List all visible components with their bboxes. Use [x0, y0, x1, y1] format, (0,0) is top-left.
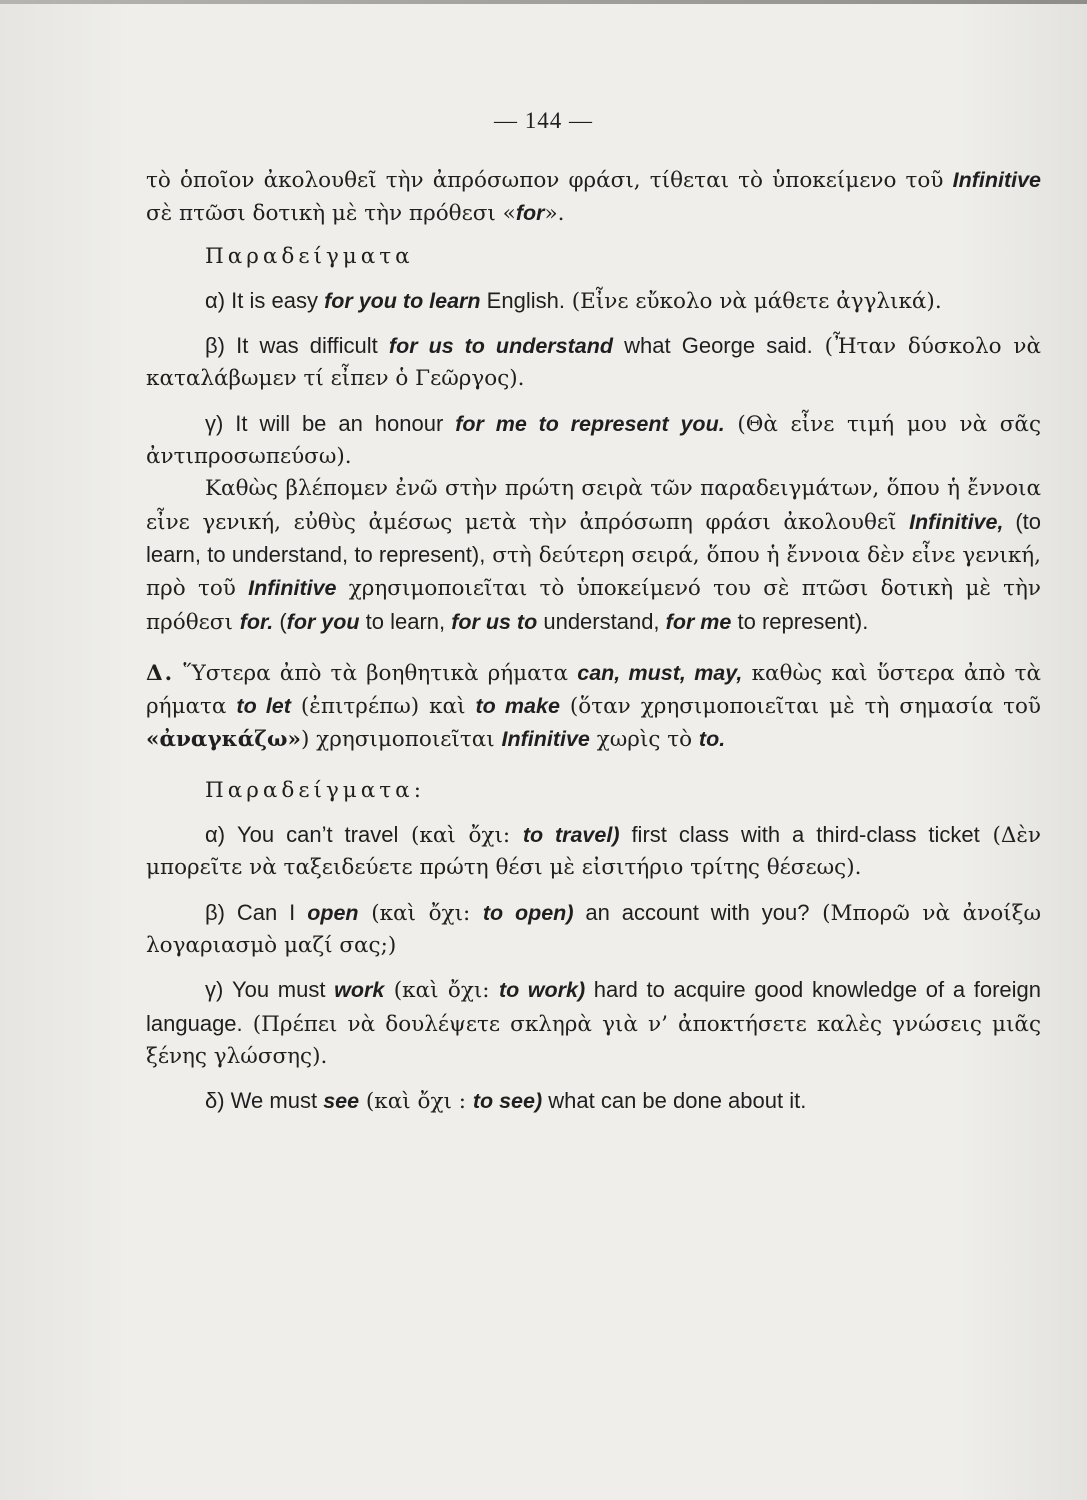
term-to-let: to let	[236, 694, 291, 719]
paragraph-explanation	[146, 473, 1041, 638]
term-infinitive: Infinitive	[952, 168, 1041, 192]
page-text	[146, 164, 1041, 1118]
term-for: for	[515, 201, 545, 226]
example-emphasis: for you to learn	[324, 288, 481, 313]
example-text: hard to acquire good knowledge of a foreign language.	[146, 977, 1041, 1036]
text-run: ) χρησιμοποιεῖται	[300, 727, 502, 753]
term-for: for.	[239, 609, 274, 634]
example-text: α) It is easy	[205, 287, 325, 313]
example-gamma	[146, 408, 1041, 474]
text-run: χρησιμοποιεῖται τὸ ὑποκείμενό του σὲ πτῶσι δοτικὴ μὲ τὴν πρόθεσι	[146, 576, 1041, 635]
example-text: α) You can’t travel	[205, 822, 399, 848]
section-delta	[146, 657, 1041, 757]
text-run: (ὅταν χρησιμοποιεῖται μὲ τὴ σημασία τοῦ	[559, 694, 1041, 720]
example-translation: (Εἶνε εὔκολο νὰ μάθετε ἀγγλικά).	[564, 288, 942, 314]
section-label: Δ.	[146, 660, 175, 686]
example-gamma-2	[146, 974, 1041, 1073]
example-emphasis: see	[323, 1089, 360, 1114]
example-translation: (Μπορῶ νὰ ἀνοίξω λογαριασμὸ μαζί σας;)	[146, 900, 1041, 958]
example-text: γ) You must	[205, 977, 335, 1003]
example-text: English.	[480, 287, 565, 313]
example-alpha-2	[146, 819, 1041, 885]
example-text: what can be done about it.	[542, 1088, 807, 1114]
example-emphasis: for us to understand	[388, 334, 613, 359]
example-text: δ) We must	[205, 1088, 324, 1114]
example-emphasis: work	[334, 978, 385, 1003]
section-heading-examples-2: Παραδείγματα:	[205, 777, 425, 803]
example-text: what George said.	[613, 333, 813, 359]
text-run: (ἐπιτρέπω) καὶ	[290, 694, 476, 720]
example-emphasis: to work)	[498, 978, 586, 1003]
text-run: to learn,	[359, 608, 452, 634]
example-translation: (Θὰ εἶνε τιμή μου νὰ σᾶς ἀντιπροσωπεύσω).	[146, 411, 1041, 470]
example-emphasis: for me to represent you.	[455, 411, 725, 436]
example-emphasis: for me	[665, 609, 732, 634]
text-run: σὲ πτῶσι δοτικὴ μὲ τὴν πρόθεσι «	[146, 201, 516, 227]
text-run: ».	[544, 201, 565, 227]
example-text: β) It was difficult	[205, 333, 389, 359]
example-emphasis: for you	[286, 609, 360, 634]
term-infinitive: Infinitive	[501, 727, 590, 752]
example-beta	[146, 330, 1041, 396]
text-run: to represent).	[731, 608, 869, 634]
term-to: to.	[698, 727, 726, 752]
text-run: τὸ ὁποῖον ἀκολουθεῖ τὴν ἀπρόσωπον φράσι, τίθεται τὸ ὑποκείμενο τοῦ	[146, 168, 953, 193]
example-alpha	[146, 285, 1041, 318]
text-run: (καὶ ὄχι:	[384, 978, 499, 1004]
term-infinitive: Infinitive,	[909, 509, 1004, 534]
example-emphasis: open	[307, 900, 359, 925]
example-text: β) Can I	[205, 899, 308, 925]
text-run: (καὶ ὄχι:	[358, 900, 483, 926]
example-beta-2	[146, 897, 1041, 963]
text-run: χωρὶς τὸ	[589, 727, 699, 753]
example-text: γ) It will be an honour	[205, 410, 456, 436]
text-run: Ὕστερα ἀπὸ τὰ βοηθητικὰ ρήματα	[174, 660, 578, 686]
text-run: (καὶ ὄχι:	[398, 823, 523, 849]
example-emphasis: for us to	[451, 609, 538, 634]
example-delta-2	[146, 1085, 1041, 1118]
text-run: στὴ δεύτερη σειρά, ὅπου ἡ ἔννοια δὲν εἶνε γενική, πρὸ τοῦ	[146, 542, 1041, 602]
page-top-edge	[0, 0, 1087, 4]
term-anagkazo: «ἀναγκάζω»	[146, 727, 301, 753]
example-translation: (Πρέπει νὰ δουλέψετε σκληρὰ γιὰ ν’ ἀποκτήσετε καλὲς γνώσεις μιᾶς ξένης γλώσσης).	[146, 1011, 1041, 1069]
text-run: (to learn, to understand, to represent),	[146, 508, 1041, 567]
example-emphasis: to see)	[472, 1089, 543, 1114]
example-text: first class with a third-class ticket	[619, 822, 980, 848]
example-translation: (Δὲν μπορεῖτε νὰ ταξειδεύετε πρώτη θέσι μὲ εἰσιτήριο τρίτης θέσεως).	[146, 823, 1041, 881]
text-run: καθὼς καὶ ὕστερα ἀπὸ τὰ ρήματα	[146, 660, 1041, 720]
text-run: Καθὼς βλέπομεν ἐνῶ στὴν πρώτη σειρὰ τῶν παραδειγμάτων, ὅπου ἡ ἔννοια εἶνε γενική, εὐθὺς ἀμέσως μετὰ τὴν ἀπρόσωπη φράσι ἀκολουθεῖ	[146, 476, 1041, 535]
term-infinitive: Infinitive	[248, 576, 337, 601]
text-run: understand,	[537, 608, 666, 634]
term-to-make: to make	[475, 694, 560, 719]
example-text: an account with you?	[573, 899, 810, 925]
term-auxiliaries: can, must, may,	[577, 660, 743, 685]
paragraph-intro	[146, 164, 1041, 231]
example-emphasis: to travel)	[522, 823, 620, 848]
example-emphasis: to open)	[482, 900, 574, 925]
example-translation: (Ἦταν δύσκολο νὰ καταλάβωμεν τί εἶπεν ὁ Γεῶργος).	[146, 334, 1041, 392]
page-number: — 144 —	[494, 108, 593, 133]
text-run: (καὶ ὄχι :	[359, 1089, 473, 1115]
text-run: (	[273, 608, 287, 634]
section-heading-examples: Παραδείγματα	[205, 243, 414, 269]
